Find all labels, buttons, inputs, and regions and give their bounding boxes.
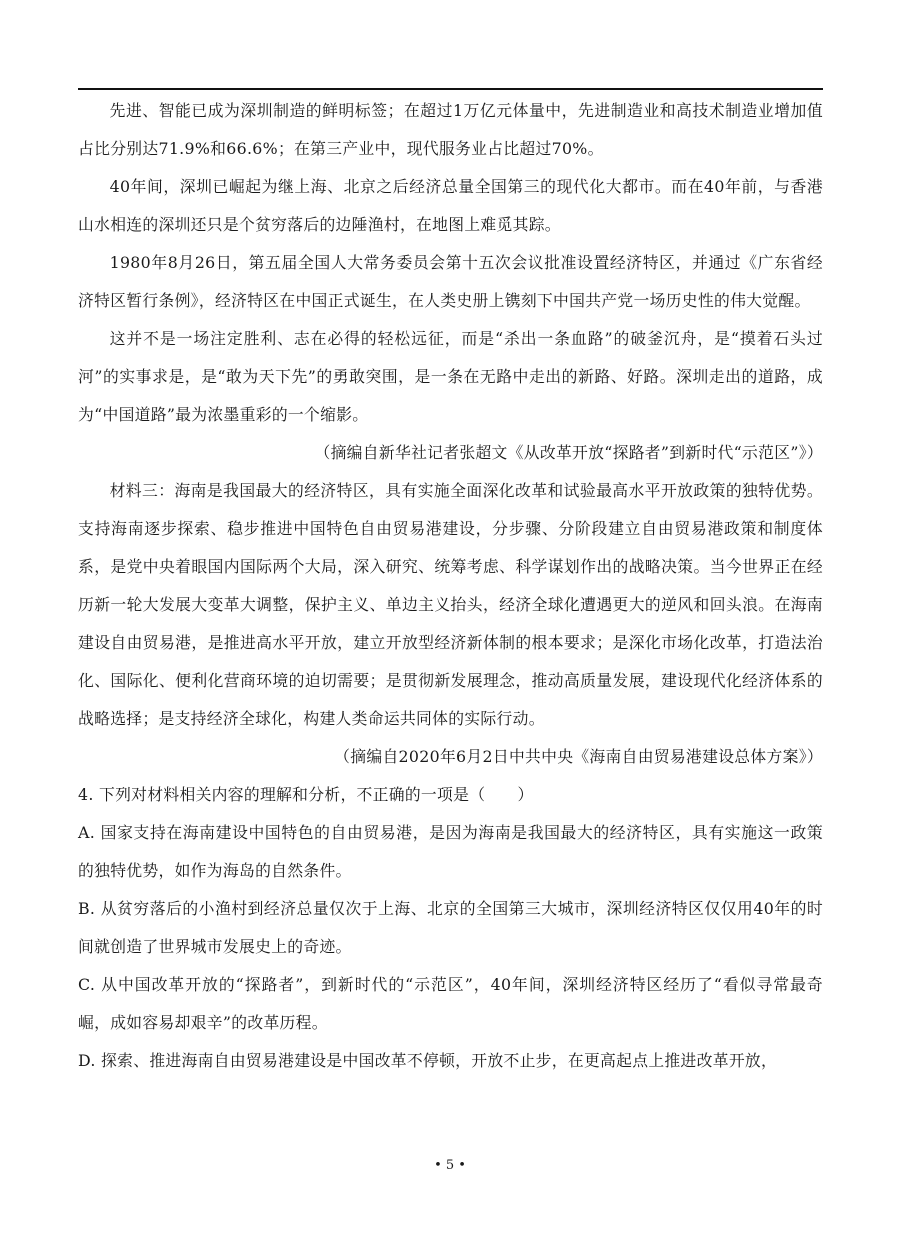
paragraph-advanced-manufacturing: 先进、智能已成为深圳制造的鲜明标签；在超过1万亿元体量中，先进制造业和高技术制造业增加值占比分别达71.9%和66.6%；在第三产业中，现代服务业占比超过70%。 — [78, 101, 823, 158]
header-rule — [78, 88, 823, 90]
source-citation-material-three: （摘编自2020年6月2日中共中央《海南自由贸易港建设总体方案》） — [334, 747, 823, 766]
page-number: • 5 • — [434, 1158, 466, 1173]
paragraph-special-zone-birth: 1980年8月26日，第五届全国人大常务委员会第十五次会议批准设置经济特区，并通过《广东省经济特区暂行条例》，经济特区在中国正式诞生，在人类史册上镌刻下中国共产党一场历史性的伟大觉醒。 — [78, 253, 823, 310]
question-stem: 4. 下列对材料相关内容的理解和分析，不正确的一项是（ ） — [78, 785, 534, 804]
option-c: C. 从中国改革开放的“探路者”，到新时代的“示范区”，40年间，深圳经济特区经历了“看似寻常最奇崛，成如容易却艰辛”的改革历程。 — [78, 975, 823, 1032]
document-body — [78, 92, 823, 1080]
paragraph-not-easy-path: 这并不是一场注定胜利、志在必得的轻松远征，而是“杀出一条血路”的破釜沉舟，是“摸着石头过河”的实事求是，是“敢为天下先”的勇敢突围，是一条在无路中走出的新路、好路。深圳走出的道路，成为“中国道路”最为浓墨重彩的一个缩影。 — [78, 329, 823, 424]
option-a: A. 国家支持在海南建设中国特色的自由贸易港，是因为海南是我国最大的经济特区，具有实施这一政策的独特优势，如作为海岛的自然条件。 — [78, 823, 823, 880]
option-d: D. 探索、推进海南自由贸易港建设是中国改革不停顿，开放不止步，在更高起点上推进改革开放， — [78, 1051, 778, 1070]
paragraph-shenzhen-rise: 40年间，深圳已崛起为继上海、北京之后经济总量全国第三的现代化大都市。而在40年前，与香港山水相连的深圳还只是个贫穷落后的边陲渔村，在地图上难觅其踪。 — [78, 177, 823, 234]
paragraph-material-three: 材料三：海南是我国最大的经济特区，具有实施全面深化改革和试验最高水平开放政策的独特优势。支持海南逐步探索、稳步推进中国特色自由贸易港建设，分步骤、分阶段建立自由贸易港政策和制度体系，是党中央着眼国内国际两个大局，深入研究、统筹考虑、科学谋划作出的战略决策。当今世界正在经历新一轮大发展大变革大调整，保护主义、单边主义抬头，经济全球化遭遇更大的逆风和回头浪。在海南建设自由贸易港，是推进高水平开放，建立开放型经济新体制的根本要求；是深化市场化改革，打造法治化、国际化、便利化营商环境的迫切需要；是贯彻新发展理念，推动高质量发展，建设现代化经济体系的战略选择；是支持经济全球化，构建人类命运共同体的实际行动。 — [78, 481, 823, 728]
option-b: B. 从贫穷落后的小渔村到经济总量仅次于上海、北京的全国第三大城市，深圳经济特区仅仅用40年的时间就创造了世界城市发展史上的奇迹。 — [78, 899, 823, 956]
source-citation-material-two: （摘编自新华社记者张超文《从改革开放“探路者”到新时代“示范区”》） — [314, 443, 823, 462]
